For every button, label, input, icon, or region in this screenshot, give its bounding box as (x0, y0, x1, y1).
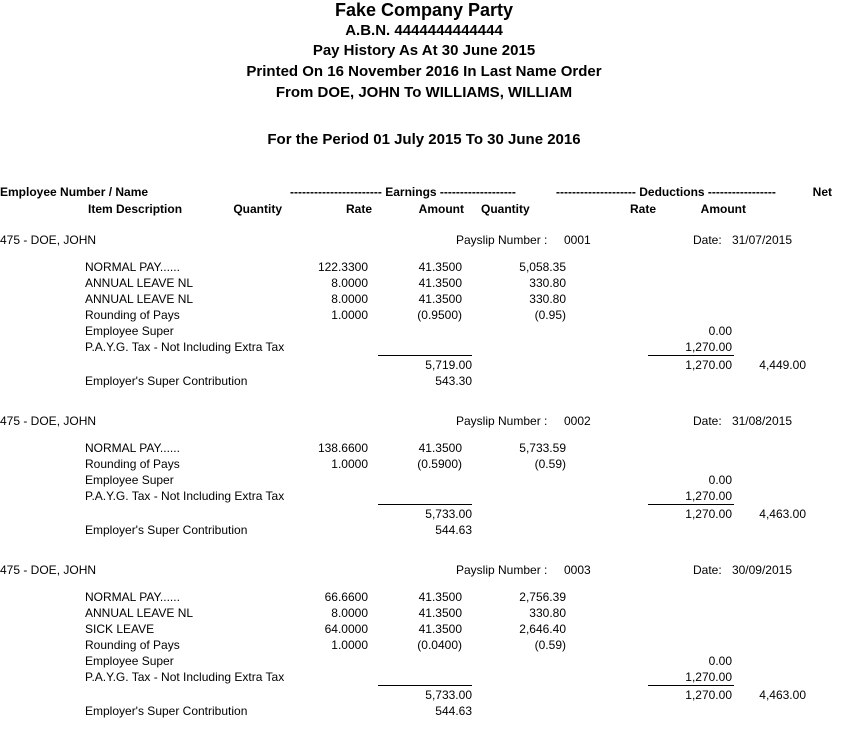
earning-rate: 41.3500 (418, 606, 462, 620)
super-contribution: 544.63 (435, 704, 472, 718)
employee-name: 475 - DOE, JOHN (0, 233, 97, 247)
earning-quantity: 8.0000 (331, 276, 368, 290)
deduction-item: Employee Super (85, 324, 174, 338)
earning-item: ANNUAL LEAVE NL (85, 276, 194, 290)
earning-item: ANNUAL LEAVE NL (85, 292, 194, 306)
abn: A.B.N. 4444444444444 (345, 22, 503, 39)
earning-amount: (0.59) (534, 457, 566, 471)
earning-item: NORMAL PAY...... (85, 590, 180, 604)
col-amount-2: Amount (700, 202, 746, 216)
super-contribution: 544.63 (435, 523, 472, 537)
deduction-item: P.A.Y.G. Tax - Not Including Extra Tax (85, 670, 285, 684)
col-earnings-group: ----------------------- Earnings ------------------- (290, 185, 516, 199)
report-period: For the Period 01 July 2015 To 30 June 2016 (267, 131, 581, 148)
col-deductions-group: -------------------- Deductions ----------------- (556, 185, 776, 199)
payslip-number-label: Payslip Number : (456, 414, 548, 428)
net-pay: 4,463.00 (759, 507, 806, 521)
earning-quantity: 8.0000 (331, 606, 368, 620)
earning-item: NORMAL PAY...... (85, 260, 180, 274)
super-contribution-label: Employer's Super Contribution (85, 523, 248, 537)
earning-rate: 41.3500 (418, 260, 462, 274)
earning-amount: 330.80 (529, 276, 566, 290)
deduction-amount: 1,270.00 (685, 670, 732, 684)
company-name: Fake Company Party (334, 0, 514, 20)
deductions-total: 1,270.00 (685, 507, 732, 521)
earning-rate: 41.3500 (418, 292, 462, 306)
deductions-total-rule (648, 685, 734, 686)
report-title: Pay History As At 30 June 2015 (312, 42, 536, 59)
deduction-amount: 0.00 (708, 654, 732, 668)
deductions-total-rule (648, 355, 734, 356)
deductions-total: 1,270.00 (685, 358, 732, 372)
payslip-number-label: Payslip Number : (456, 233, 548, 247)
earning-item: Rounding of Pays (85, 308, 180, 322)
earning-quantity: 64.0000 (324, 622, 368, 636)
earning-quantity: 1.0000 (331, 308, 368, 322)
earning-quantity: 1.0000 (331, 638, 368, 652)
earning-amount: 5,733.59 (519, 441, 566, 455)
earning-amount: 330.80 (529, 292, 566, 306)
deduction-item: P.A.Y.G. Tax - Not Including Extra Tax (85, 340, 285, 354)
payslip-number: 0002 (564, 414, 591, 428)
earning-amount: 5,058.35 (519, 260, 566, 274)
net-pay: 4,449.00 (759, 358, 806, 372)
deduction-item: Employee Super (85, 473, 174, 487)
deductions-total-rule (648, 504, 734, 505)
employee-range: From DOE, JOHN To WILLIAMS, WILLIAM (275, 84, 573, 101)
super-contribution: 543.30 (435, 374, 472, 388)
earnings-total-rule (378, 504, 472, 505)
employee-name: 475 - DOE, JOHN (0, 563, 97, 577)
deduction-amount: 1,270.00 (685, 340, 732, 354)
printed-line: Printed On 16 November 2016 In Last Name Order (246, 63, 602, 80)
earnings-total-rule (378, 685, 472, 686)
col-amount: Amount (418, 202, 464, 216)
deduction-amount: 1,270.00 (685, 489, 732, 503)
gross-total: 5,719.00 (425, 358, 472, 372)
deduction-item: Employee Super (85, 654, 174, 668)
deductions-total: 1,270.00 (685, 688, 732, 702)
earning-quantity: 122.3300 (317, 260, 368, 274)
deduction-amount: 0.00 (708, 324, 732, 338)
payslip-number: 0003 (564, 563, 591, 577)
earning-rate: 41.3500 (418, 441, 462, 455)
earning-rate: (0.0400) (417, 638, 462, 652)
gross-total: 5,733.00 (425, 688, 472, 702)
earning-quantity: 8.0000 (331, 292, 368, 306)
date-label: Date: (693, 233, 722, 247)
earning-quantity: 138.6600 (317, 441, 368, 455)
earning-amount: (0.95) (534, 308, 566, 322)
payslip-number-label: Payslip Number : (456, 563, 548, 577)
col-rate-2: Rate (629, 202, 656, 216)
earning-amount: (0.59) (534, 638, 566, 652)
net-pay: 4,463.00 (759, 688, 806, 702)
earning-item: Rounding of Pays (85, 638, 180, 652)
earning-quantity: 1.0000 (331, 457, 368, 471)
payslip-date: 31/07/2015 (731, 233, 792, 247)
col-quantity-2: Quantity (481, 202, 530, 216)
employee-name: 475 - DOE, JOHN (0, 414, 97, 428)
earning-item: SICK LEAVE (85, 622, 155, 636)
payslip-number: 0001 (564, 233, 591, 247)
earning-rate: (0.5900) (417, 457, 462, 471)
earning-item: Rounding of Pays (85, 457, 180, 471)
super-contribution-label: Employer's Super Contribution (85, 704, 248, 718)
earning-rate: 41.3500 (418, 276, 462, 290)
date-label: Date: (693, 414, 722, 428)
earning-quantity: 66.6600 (324, 590, 368, 604)
payslip-date: 31/08/2015 (731, 414, 792, 428)
earning-rate: 41.3500 (418, 622, 462, 636)
earnings-total-rule (378, 355, 472, 356)
gross-total: 5,733.00 (425, 507, 472, 521)
earning-amount: 2,756.39 (519, 590, 566, 604)
earning-rate: (0.9500) (417, 308, 462, 322)
col-rate: Rate (345, 202, 372, 216)
date-label: Date: (693, 563, 722, 577)
deduction-amount: 0.00 (708, 473, 732, 487)
earning-item: ANNUAL LEAVE NL (85, 606, 194, 620)
col-quantity: Quantity (233, 202, 282, 216)
earning-rate: 41.3500 (418, 590, 462, 604)
col-employee: Employee Number / Name (0, 185, 149, 199)
earning-item: NORMAL PAY...... (85, 441, 180, 455)
earning-amount: 330.80 (529, 606, 566, 620)
super-contribution-label: Employer's Super Contribution (85, 374, 248, 388)
deduction-item: P.A.Y.G. Tax - Not Including Extra Tax (85, 489, 285, 503)
col-item-description: Item Description (88, 202, 183, 216)
payslip-date: 30/09/2015 (731, 563, 792, 577)
earning-amount: 2,646.40 (519, 622, 566, 636)
col-net: Net (812, 185, 832, 199)
